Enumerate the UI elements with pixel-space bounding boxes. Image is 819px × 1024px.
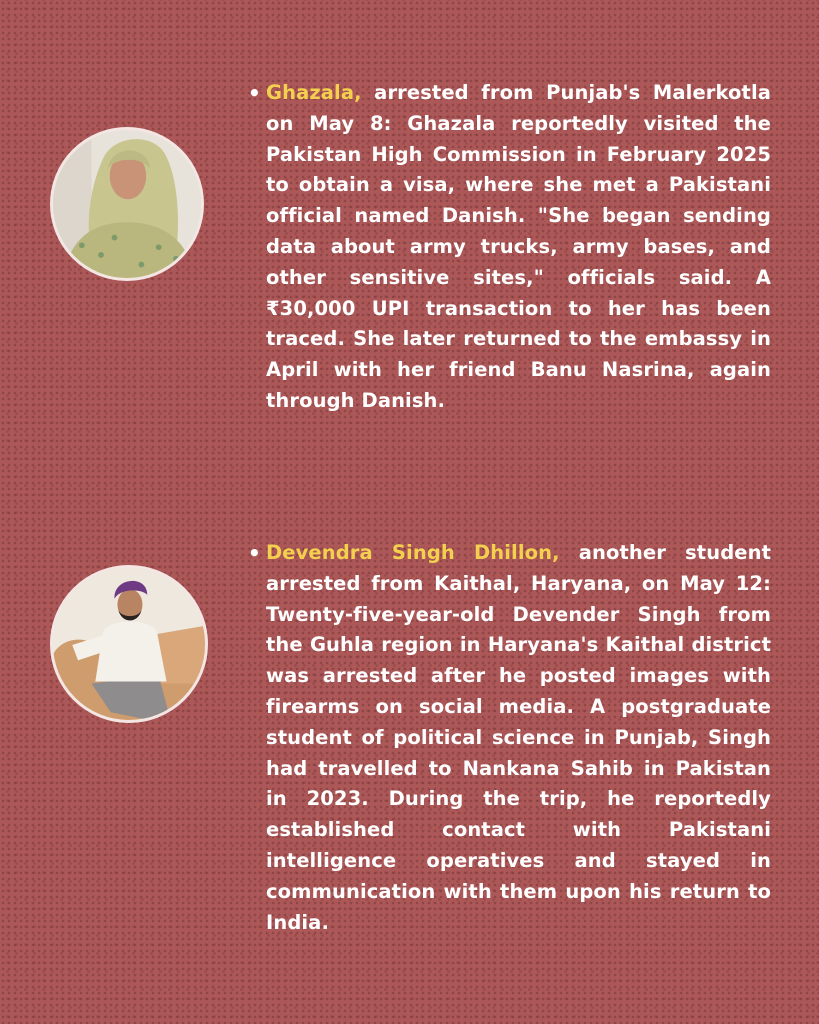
bullet-icon: • <box>248 541 261 565</box>
ghazala-photo <box>50 127 204 281</box>
entry-text <box>248 538 771 938</box>
bullet-icon: • <box>248 81 261 105</box>
devendra-photo <box>50 565 208 723</box>
entry-description: arrested from Punjab's Malerkotla on May 8: Ghazala reportedly visited the Pakistan High Commission in February 2025 to obtain a visa, where she met a Pakistani official named Danish. "She began sending data about army trucks, army bases, and other sensitive sites," officials said. A ₹30,000 UPI transaction to her has been traced. She later returned to the embassy in April with her friend Banu Nasrina, again through Danish. <box>266 81 771 412</box>
entry-description: another student arrested from Kaithal, Haryana, on May 12: Twenty-five-year-old Devender Singh from the Guhla region in Haryana's Kaithal district was arrested after he posted images with firearms on social media. A postgraduate student of political science in Punjab, Singh had travelled to Nankana Sahib in Pakistan in 2023. During the trip, he reportedly established contact with Pakistani intelligence operatives and stayed in communication with them upon his return to India. <box>266 541 771 934</box>
entry-text <box>248 78 771 417</box>
person-name: Devendra Singh Dhillon, <box>266 541 560 564</box>
person-name: Ghazala, <box>266 81 362 104</box>
